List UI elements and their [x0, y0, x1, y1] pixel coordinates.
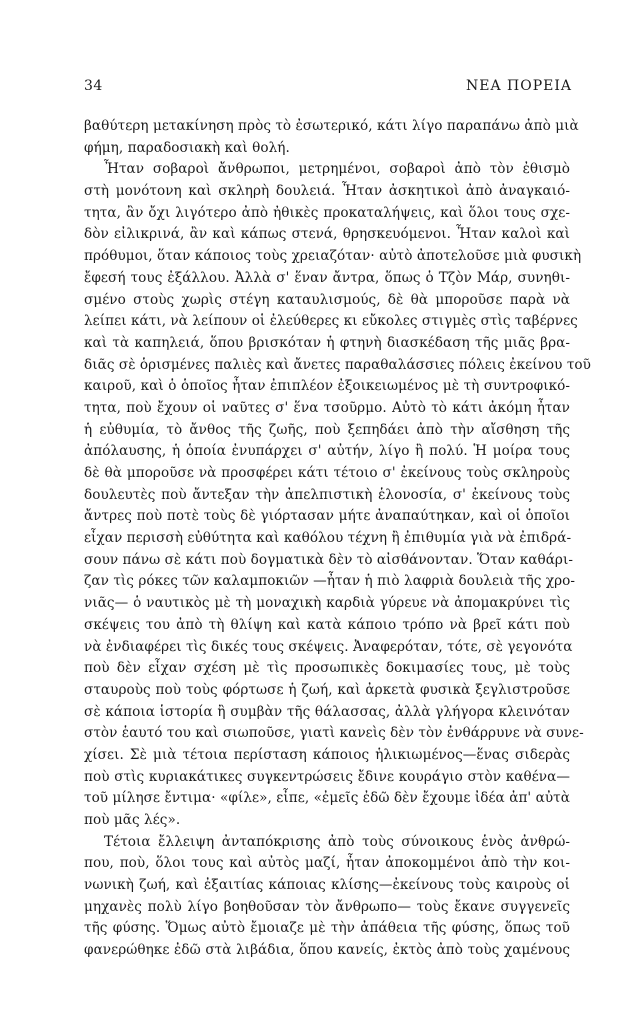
text-line: διᾶς σὲ ὁρισμένες παλιὲς καὶ ἄνετες παραθαλάσσιες πόλεις ἐκείνου τοῦ — [84, 356, 591, 373]
text-line: ἡ εὐθυμία, τὸ ἄνθος τῆς ζωῆς, ποὺ ξεπηδάει ἀπὸ τὴν αἴσθηση τῆς — [84, 421, 570, 438]
text-line: φήμη, παραδοσιακὴ καὶ θολή. — [84, 139, 290, 156]
text-line: ποὺ στὶς κυριακάτικες συγκεντρώσεις ἔδινε κουράγιο στὸν καθένα— — [84, 768, 570, 785]
text-line: σταυροὺς ποὺ τοὺς φόρτωσε ἡ ζωή, καὶ ἀρκετὰ φυσικὰ ξεγλιστροῦσε — [84, 681, 570, 698]
text-line: δὸν εἰλικρινά, ἂν καὶ κάπως στενά, θρησκευόμενοι. Ἦταν καλοὶ καὶ — [84, 226, 570, 243]
text-line: τητα, ποὺ ἔχουν οἱ ναῦτες σ' ἕνα τσοῦρμο. Αὐτὸ τὸ κάτι ἀκόμη ἦταν — [84, 399, 570, 416]
text-line: χίσει. Σὲ μιὰ τέτοια περίσταση κάποιος ἡλικιωμένος—ἕνας σιδερὰς — [84, 746, 570, 763]
text-line: ζαν τὶς ρόκες τῶν καλαμποκιῶν —ἦταν ἡ πιὸ λαφριὰ δουλειὰ τῆς χρο- — [84, 573, 576, 590]
text-line: τητα, ἂν ὄχι λιγότερο ἀπὸ ἠθικὲς προκαταλήψεις, καὶ ὅλοι τους σχε- — [84, 204, 570, 221]
text-line: ἀπόλαυσης, ἡ ὁποία ἐνυπάρχει σ' αὐτήν, λίγο ἢ πολύ. Ἡ μοίρα τους — [84, 443, 570, 460]
text-line: λείπει κάτι, νὰ λείπουν οἱ ἐλεύθερες κι εὔκολες στιγμὲς στὶς ταβέρνες — [84, 313, 578, 330]
text-line: τῆς φύσης. Ὅμως αὐτὸ ἔμοιαζε μὲ τὴν ἀπάθεια τῆς φύσης, ὅπως τοῦ — [84, 920, 570, 937]
text-line: καιροῦ, καὶ ὁ ὁποῖος ἦταν ἐπιπλέον ἐξοικειωμένος μὲ τὴ συντροφικό- — [84, 378, 570, 395]
page-number: 34 — [84, 78, 103, 94]
text-line: Ἦταν σοβαροὶ ἄνθρωποι, μετρημένοι, σοβαροὶ ἀπὸ τὸν ἐθισμὸ — [104, 161, 570, 178]
text-line: φανερώθηκε ἐδῶ στὰ λιβάδια, ὅπου κανείς, ἐκτὸς ἀπὸ τοὺς χαμένους — [84, 942, 570, 959]
text-line: ποὺ δὲν εἶχαν σχέση μὲ τὶς προσωπικὲς δοκιμασίες τους, μὲ τοὺς — [84, 660, 570, 677]
text-line: πρόθυμοι, ὅταν κάποιος τοὺς χρειαζόταν· αὐτὸ ἀποτελοῦσε μιὰ φυσικὴ — [84, 248, 582, 265]
text-line: στὸν ἑαυτό του καὶ σιωποῦσε, γιατὶ κανεὶς δὲν τὸν ἐνθάρρυνε νὰ συνε- — [84, 725, 584, 742]
text-line: τοῦ μίλησε ἔντιμα· «φίλε», εἶπε, «ἐμεῖς ἐδῶ δὲν ἔχουμε ἰδέα ἀπ' αὐτὰ — [84, 790, 570, 807]
text-line: ἔφεσή τους ἐξάλλου. Ἀλλὰ σ' ἕναν ἄντρα, ὅπως ὁ Τζὸν Μάρ, συνηθι- — [84, 269, 570, 286]
text-line: που, ποὺ, ὅλοι τους καὶ αὐτὸς μαζί, ἦταν ἀποκομμένοι ἀπὸ τὴν κοι- — [84, 855, 570, 872]
text-line: δὲ θὰ μποροῦσε νὰ προσφέρει κάτι τέτοιο σ' ἐκείνους τοὺς σκληροὺς — [84, 465, 570, 481]
text-line: σὲ κάποια ἱστορία ἢ συμβὰν τῆς θάλασσας, ἀλλὰ γλήγορα κλεινόταν — [84, 703, 570, 720]
text-line: νωνικὴ ζωή, καὶ ἐξαιτίας κάποιας κλίσης—ἐκείνους τοὺς καιροὺς οἱ — [84, 877, 570, 894]
text-line: νιᾶς— ὁ ναυτικὸς μὲ τὴ μοναχικὴ καρδιὰ γύρευε νὰ ἀπομακρύνει τὶς — [84, 595, 570, 612]
text-line: σκέψεις του ἀπὸ τὴ θλίψη καὶ κατὰ κάποιο τρόπο νὰ βρεῖ κάτι ποὺ — [84, 616, 570, 633]
text-line: σουν πάνω σὲ κάτι ποὺ δογματικὰ δὲν τὸ αἰσθάνονταν. Ὅταν καθάρι- — [84, 551, 573, 568]
text-line: ποὺ μᾶς λές». — [84, 812, 181, 828]
running-title: ΝΕΑ ΠΟΡΕΙΑ — [466, 78, 572, 94]
text-line: βαθύτερη μετακίνηση πρὸς τὸ ἐσωτερικό, κάτι λίγο παραπάνω ἀπὸ μιὰ — [84, 118, 579, 134]
text-line: ἄντρες ποὺ ποτὲ τοὺς δὲ γιόρτασαν μήτε ἀναπαύτηκαν, καὶ οἱ ὁποῖοι — [84, 508, 570, 525]
text-line: δουλευτὲς ποὺ ἄντεξαν τὴν ἀπελπιστικὴ ἑλονοσία, σ' ἐκείνους τοὺς — [84, 486, 570, 503]
text-line: καὶ τὰ καπηλειά, ὅπου βρισκόταν ἡ φτηνὴ διασκέδαση τῆς μιᾶς βρα- — [84, 334, 570, 351]
text-line: Τέτοια ἔλλειψη ἀνταπόκρισης ἀπὸ τοὺς σύνοικους ἑνὸς ἀνθρώ- — [104, 833, 570, 850]
body-text — [84, 116, 591, 962]
text-line: νὰ ἐνδιαφέρει τὶς δικές τους σκέψεις. Ἀναφερόταν, τότε, σὲ γεγονότα — [84, 638, 573, 655]
text-line: σμένο στοὺς χωρὶς στέγη καταυλισμούς, δὲ θὰ μποροῦσε παρὰ νὰ — [84, 291, 570, 308]
text-line: στὴ μονότονη καὶ σκληρὴ δουλειά. Ἦταν ἀσκητικοὶ ἀπὸ ἀναγκαιό- — [84, 183, 570, 200]
text-line: μηχανὲς πολὺ λίγο βοηθοῦσαν τὸν ἄνθρωπο— τοὺς ἔκανε συγγενεῖς — [84, 898, 570, 915]
text-line: εἶχαν περισσὴ εὐθύτητα καὶ καθόλου τέχνη ἢ ἐπιθυμία γιὰ νὰ ἐπιδρά- — [84, 530, 572, 547]
